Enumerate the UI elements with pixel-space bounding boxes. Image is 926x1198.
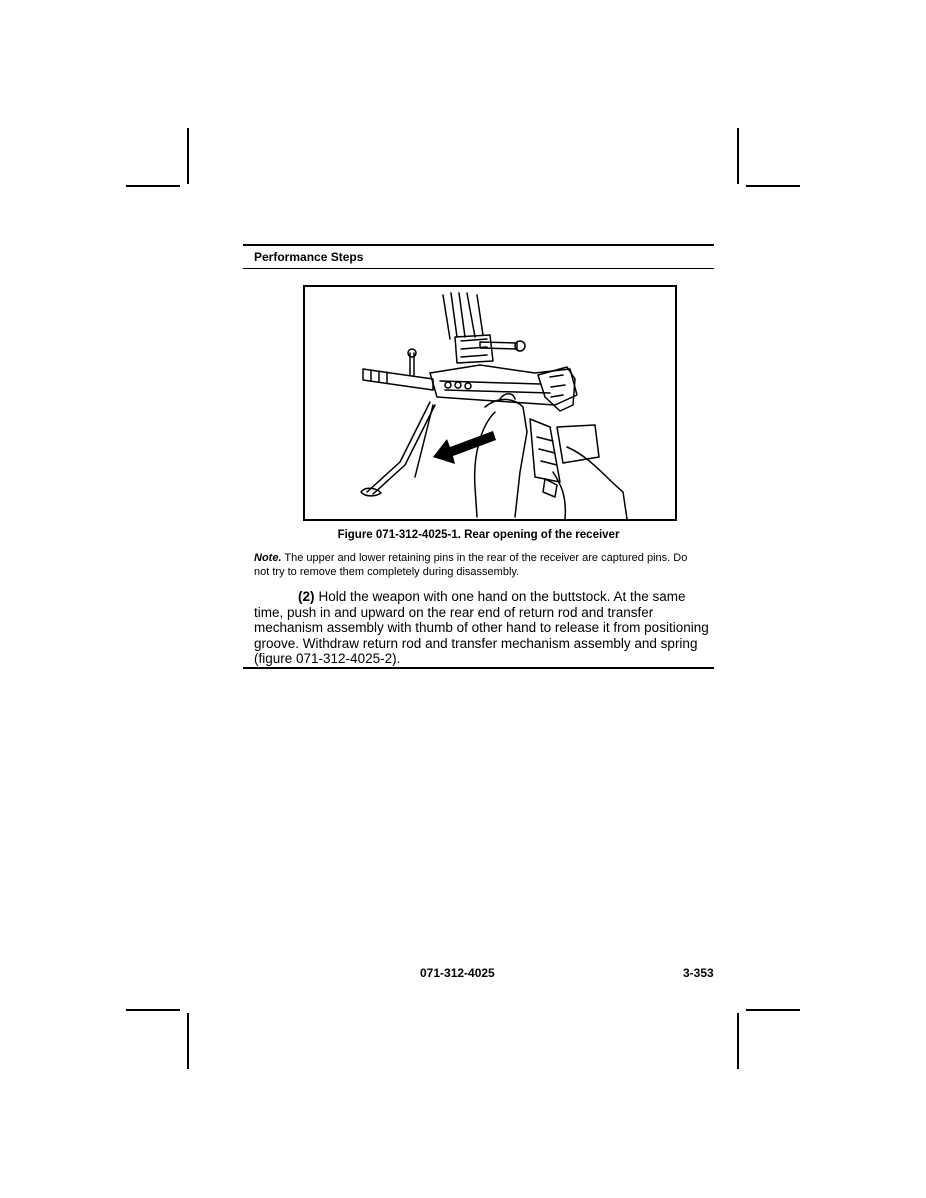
crop-mark-bottom-right-horizontal [746,1009,800,1011]
crop-mark-top-right-vertical [737,128,739,184]
footer-task-code: 071-312-4025 [420,966,495,980]
crop-mark-top-right-horizontal [746,185,800,187]
figure-frame [303,285,677,521]
section-end-rule [243,667,714,669]
figure-caption: Figure 071-312-4025-1. Rear opening of the receiver [337,529,620,541]
machine-gun-receiver-illustration [305,287,675,519]
note-paragraph [254,551,704,579]
step-paragraph [254,589,714,667]
crop-mark-top-left-horizontal [126,185,180,187]
header-bottom-rule [243,268,714,269]
crop-mark-top-left-vertical [187,128,189,184]
note-text: The upper and lower retaining pins in the rear of the receiver are captured pins. Do not try to remove them completely during disassembly. [254,552,688,578]
crop-mark-bottom-left-horizontal [126,1009,180,1011]
section-header: Performance Steps [254,250,364,264]
step-text: Hold the weapon with one hand on the buttstock. At the same time, push in and upward on the rear end of return rod and transfer mechanism assembly with thumb of other hand to release it from positioning groove. Withdraw return rod and transfer mechanism assembly and spring (figure 071-312-4025-2). [254,589,709,666]
crop-mark-bottom-right-vertical [737,1013,739,1069]
header-top-rule [243,244,714,246]
footer-page-number: 3-353 [683,966,714,980]
step-number: (2) [298,589,315,604]
crop-mark-bottom-left-vertical [187,1013,189,1069]
note-label: Note. [254,552,282,564]
